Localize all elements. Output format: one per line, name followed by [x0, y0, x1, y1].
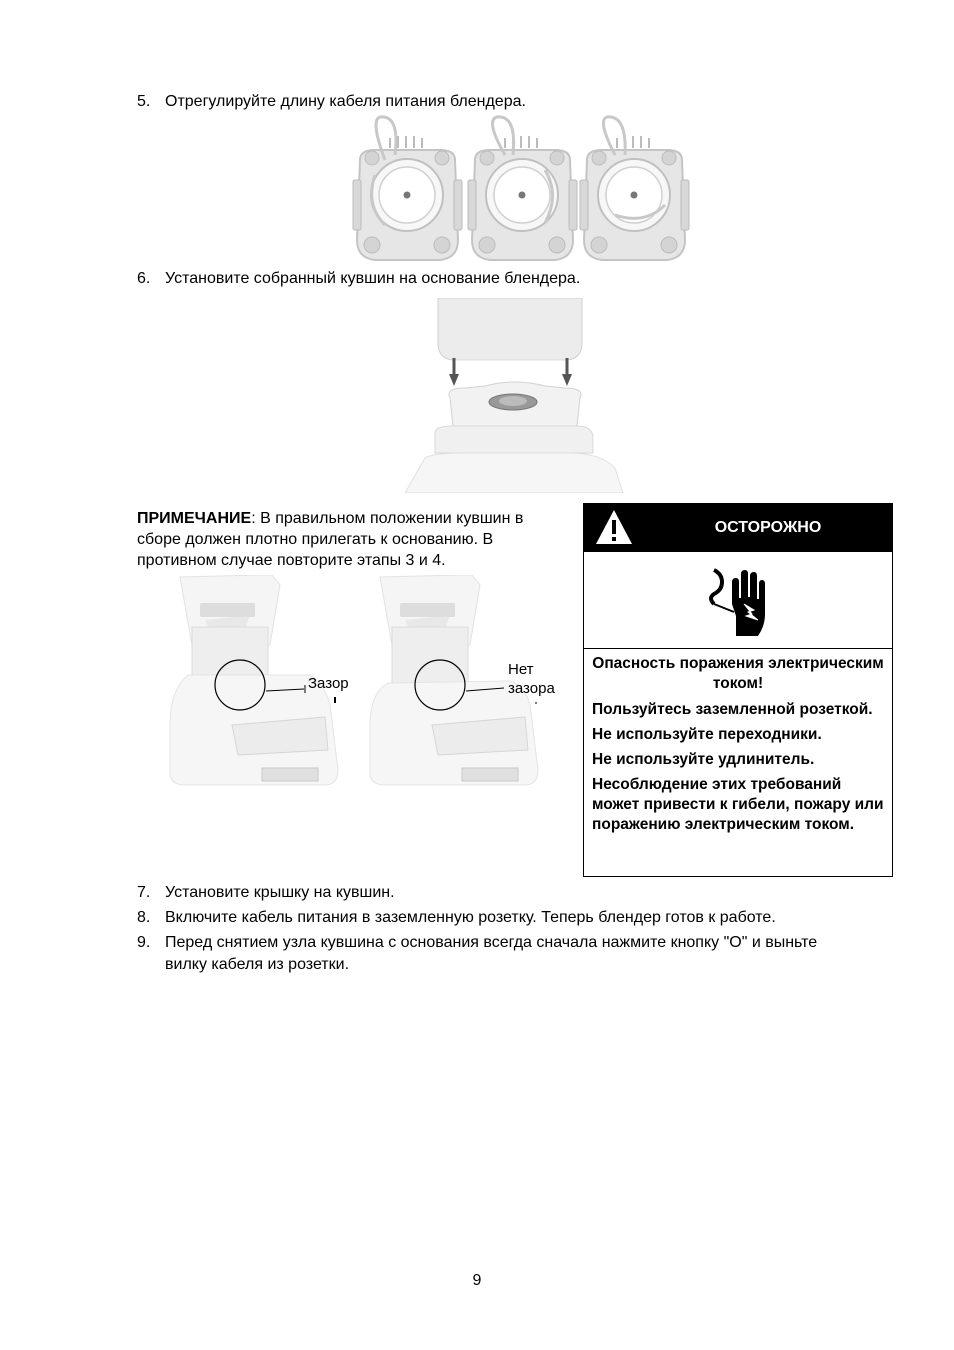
- step-number: 9.: [137, 934, 151, 951]
- step-number: 5.: [137, 93, 151, 110]
- caution-item: Не используйте переходники.: [592, 726, 822, 743]
- shock-hazard-icon-area: [584, 552, 892, 649]
- cord-storage-illustration: [345, 115, 690, 265]
- caution-item: Несоблюдение этих требований может привести к гибели, пожару или поражению электрическим током.: [592, 776, 884, 833]
- note-label: ПРИМЕЧАНИЕ: [137, 510, 252, 527]
- caution-header: [584, 504, 892, 552]
- gap-label: Зазор: [308, 675, 349, 692]
- step-number: 6.: [137, 270, 151, 287]
- step-text: Перед снятием узла кувшина с основания всегда сначала нажмите кнопку "O" и выньте вилку кабеля из розетки.: [165, 934, 818, 973]
- step-text: Установите крышку на кувшин.: [165, 884, 395, 901]
- step-number: 8.: [137, 909, 151, 926]
- jar-placement-illustration: [405, 298, 625, 493]
- no-gap-label-line1: Нет: [508, 661, 534, 678]
- gap-comparison-illustration: [160, 575, 560, 790]
- step-text: Включите кабель питания в заземленную розетку. Теперь блендер готов к работе.: [165, 909, 776, 926]
- page-number: 9: [472, 1272, 482, 1289]
- caution-heading: Опасность поражения электрическим током!: [592, 655, 884, 692]
- note-paragraph: [137, 508, 567, 571]
- warning-triangle-icon: [594, 508, 634, 546]
- caution-title: ОСТОРОЖНО: [714, 519, 822, 536]
- electric-shock-hand-icon: [698, 564, 778, 644]
- caution-box: [583, 503, 893, 877]
- caution-item: Пользуйтесь заземленной розеткой.: [592, 701, 873, 718]
- no-gap-label-line2: зазора: [508, 680, 555, 697]
- note-text: : В правильном положении кувшин в сборе должен плотно прилегать к основанию. В противном случае повторите этапы 3 и 4.: [137, 510, 524, 569]
- caution-body: [592, 654, 884, 840]
- step-number: 7.: [137, 884, 151, 901]
- caution-item: Не используйте удлинитель.: [592, 751, 815, 768]
- step-text: Установите собранный кувшин на основание блендера.: [165, 270, 581, 287]
- step-text: Отрегулируйте длину кабеля питания блендера.: [165, 93, 526, 110]
